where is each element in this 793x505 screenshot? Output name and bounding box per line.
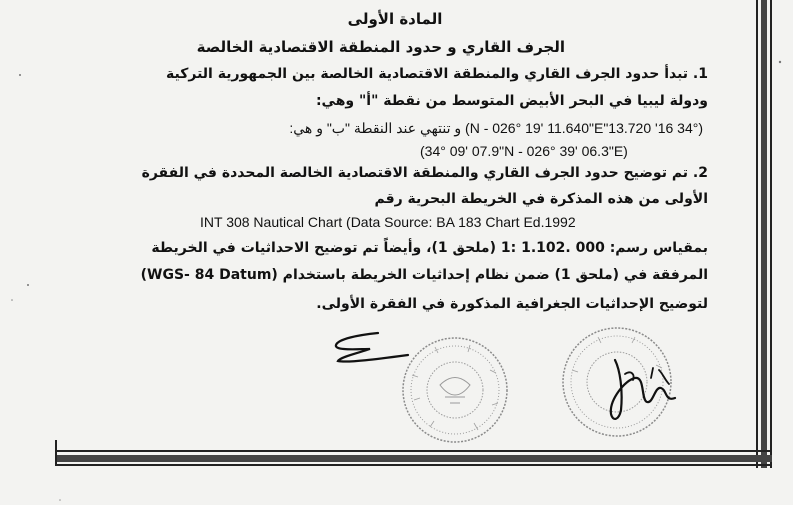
clause1-line2: ودولة ليبيا في البحر الأبيض المتوسط من نقطة "أ" وهي: — [315, 93, 708, 109]
signature-right — [595, 340, 690, 435]
article-title: المادة الأولى — [347, 10, 443, 28]
clause2-line1: 2. تم توضيح حدود الجرف القاري والمنطقة الاقتصادية الخالصة المحددة في الفقرة — [141, 165, 708, 181]
clause2-line6: لتوضيح الإحداثيات الجغرافية المذكورة في الفقرة الأولى. — [316, 296, 708, 312]
clause2-line5: المرفقة في (ملحق 1) ضمن نظام إحداثيات الخريطة باستخدام (WGS- 84 Datum) — [140, 267, 708, 283]
clause2-line2: الأولى من هذه المذكرة في الخريطة البحرية رقم — [374, 191, 708, 207]
clause1-line4: (34° 09' 07.9"N - 026° 39' 06.3"E) — [420, 143, 628, 159]
clause2-line3: INT 308 Nautical Chart (Data Source: BA 183 Chart Ed.1992 — [200, 214, 576, 230]
clause2-line4: بمقياس رسم: 000 .1.102 :1 (ملحق 1)، وأيضاً تم توضيح الاحداثيات في الخريطة — [151, 240, 708, 256]
article-subtitle: الجرف القاري و حدود المنطقة الاقتصادية الخالصة — [196, 38, 565, 56]
clause1-line1: 1. تبدأ حدود الجرف القاري والمنطقة الاقتصادية الخالصة بين الجمهورية التركية — [166, 66, 708, 82]
clause1-line3: (34° 16' 13.720"N - 026° 19' 11.640"E) و تنتهي عند النقطة "ب" و هي: — [289, 120, 703, 136]
signature-left — [318, 325, 418, 375]
